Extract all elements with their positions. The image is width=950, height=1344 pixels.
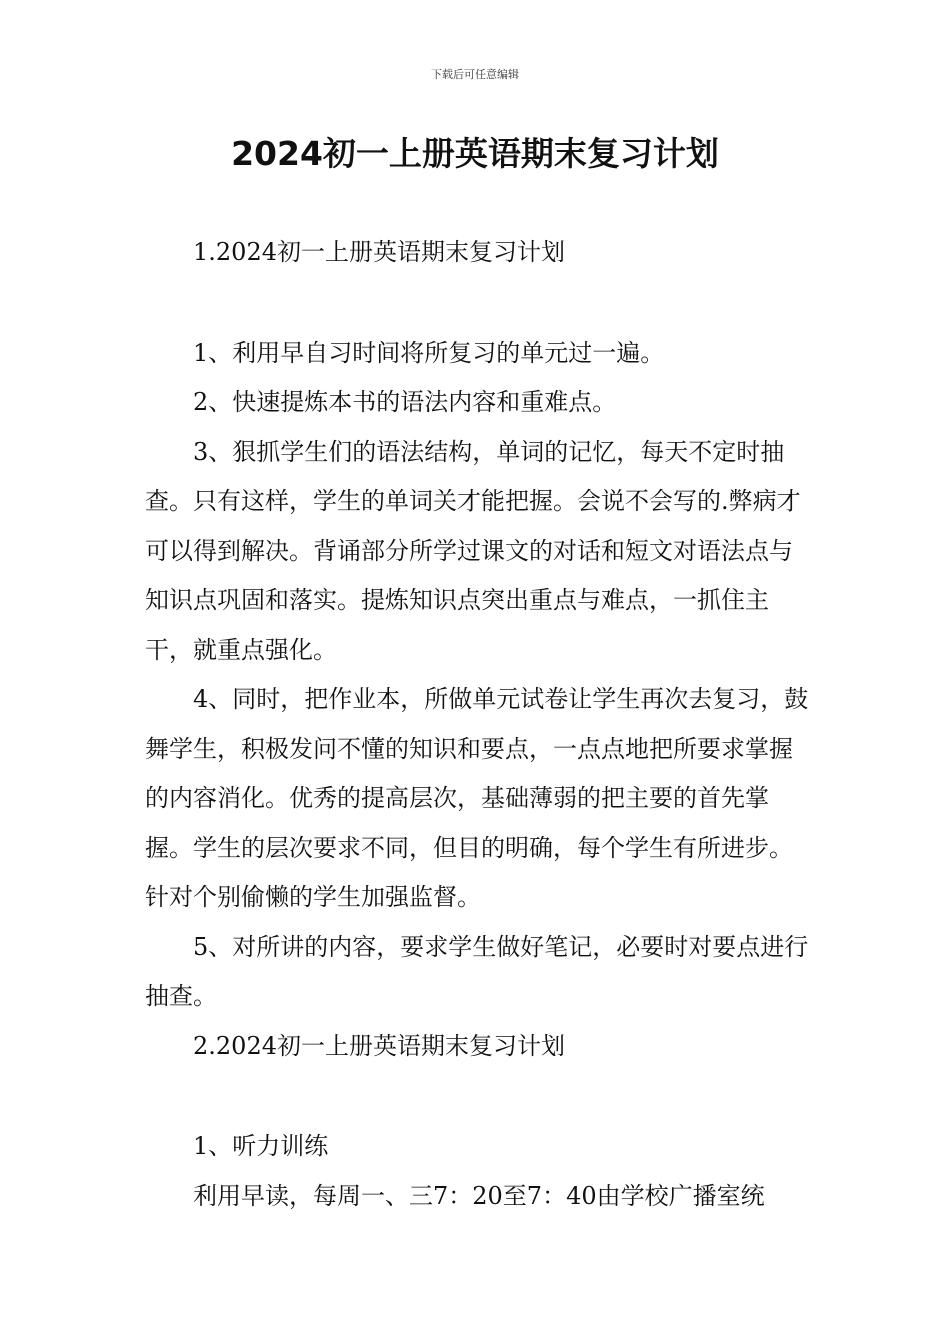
section-1-item-2: 2、快速提炼本书的语法内容和重难点。 — [193, 388, 617, 416]
header-note: 下载后可任意编辑 — [431, 68, 519, 81]
section-1-item-3: 3、狠抓学生们的语法结构，单词的记忆，每天不定时抽查。只有这样，学生的单词关才能把握。会说不会写的.弊病才可以得到解决。背诵部分所学过课文的对话和短文对语法点与知识点巩固和落实。提炼知识点突出重点与难点，一抓住主干，就重点强化。 — [145, 437, 801, 664]
spacer — [145, 278, 815, 329]
section-1-item-1: 1、利用早自习时间将所复习的单元过一遍。 — [193, 338, 665, 367]
section-2-item-2: 利用早读，每周一、三7：20至7：40由学校广播室统 — [193, 1181, 765, 1210]
section-1-heading: 1.2024初一上册英语期末复习计划 — [193, 238, 565, 266]
section-2-item-1: 1、听力训练 — [193, 1132, 329, 1160]
document-title: 2024初一上册英语期末复习计划 — [231, 134, 719, 173]
section-2-heading: 2.2024初一上册英语期末复习计划 — [193, 1031, 565, 1060]
section-1-item-5: 5、对所讲的内容，要求学生做好笔记，必要时对要点进行抽查。 — [145, 932, 809, 1010]
document-body — [145, 228, 815, 1221]
section-1-item-4: 4、同时，把作业本，所做单元试卷让学生再次去复习，鼓舞学生，积极发问不懂的知识和要点，一点点地把所要求掌握的内容消化。优秀的提高层次，基础薄弱的把主要的首先掌握。学生的层次要求不同，但目的明确，每个学生有所进步。针对个别偷懒的学生加强监督。 — [145, 685, 809, 911]
spacer — [145, 1071, 815, 1122]
